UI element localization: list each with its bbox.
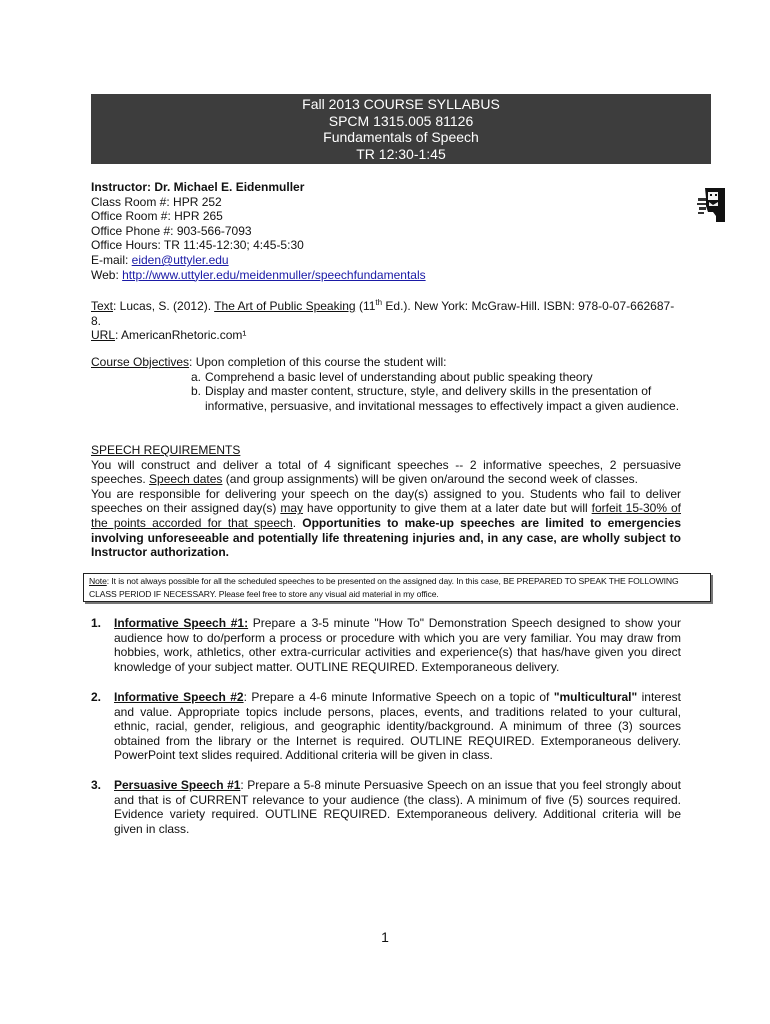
speech-desc-post: interest and value. Appropriate topics include persons, places, events, and traditions related to your cultural, ethnic, racial, gender, religious, and geographic identity/background. A minimum of three (3) sources obtained from the library or the Internet is required. OUTLINE REQUIRED. Extemporaneous delivery. PowerPoint text slides required. Additional criteria will be given in class.	[114, 690, 681, 763]
instructor-name: Instructor: Dr. Michael E. Eidenmuller	[91, 180, 305, 194]
objective-item	[191, 370, 681, 385]
requirements-heading: SPEECH REQUIREMENTS	[91, 443, 241, 457]
speech-requirements	[91, 443, 681, 560]
speech-body	[114, 616, 681, 674]
speech-body	[114, 778, 681, 836]
objectives-list	[191, 370, 681, 414]
objective-text: Comprehend a basic level of understanding about public speaking theory	[205, 369, 593, 384]
requirements-p2: (and group assignments) will be given on/around the second week of classes.	[222, 472, 639, 487]
edition-pre: (11	[355, 299, 376, 313]
url-line	[91, 328, 681, 343]
class-room: Class Room #: HPR 252	[91, 194, 222, 209]
header-line-3: Fundamentals of Speech	[323, 129, 479, 145]
speech-item	[91, 690, 681, 763]
objective-marker: a.	[191, 369, 202, 384]
speech-body	[114, 690, 681, 763]
requirements-p4: have opportunity to give them at a later date but will	[303, 501, 592, 516]
web-label: Web:	[91, 267, 123, 282]
header-line-1: Fall 2013 COURSE SYLLABUS	[302, 96, 500, 112]
requirements-p1: You will construct and deliver a total of 4 significant speeches -- 2 informative speeches, 2 persuasive speeches.	[91, 457, 681, 487]
text-label: Text	[91, 299, 114, 313]
header-line-2: SPCM 1315.005 81126	[328, 112, 474, 129]
textbook-info	[91, 296, 681, 343]
may-text: may	[280, 501, 304, 516]
url-label: URL	[91, 328, 116, 343]
email-link[interactable]: eiden@uttyler.edu	[131, 252, 229, 267]
objectives-intro: : Upon completion of this course the student will:	[189, 355, 447, 369]
note-label: Note	[89, 576, 107, 586]
speech-number: 1.	[91, 616, 102, 630]
speech-title: Persuasive Speech #1	[114, 778, 241, 792]
speech-desc: Prepare a 3-5 minute "How To" Demonstration Speech designed to show your audience how to do/perform a process or procedure with which you are very familiar. You may draw from hobbies, work, athletics, other extra-curricular activities and experience(s) that has/have given you direct knowledge of your subject matter. OUTLINE REQUIRED. Extemporaneous delivery.	[114, 616, 681, 674]
instructor-photo	[696, 186, 728, 222]
office-phone: Office Phone #: 903-566-7093	[91, 223, 252, 238]
requirements-p5: .	[292, 515, 303, 530]
syllabus-title-box	[91, 94, 711, 164]
speech-title: Informative Speech #2	[114, 690, 244, 704]
web-link[interactable]: http://www.uttyler.edu/meidenmuller/speechfundamentals	[122, 267, 426, 282]
web-line	[91, 268, 651, 283]
office-room: Office Room #: HPR 265	[91, 209, 223, 224]
speech-title: Informative Speech #1:	[114, 616, 249, 630]
note-text: : It is not always possible for all the scheduled speeches to be presented on the assigned day. In this case, BE PREPARED TO SPEAK THE FOLLOWING CLASS PERIOD IF NECESSARY. Please feel free to store any visual aid material in my office.	[89, 576, 679, 599]
page-number: 1	[381, 929, 389, 945]
speech-number: 2.	[91, 690, 102, 704]
textbook-line	[91, 296, 681, 328]
requirements-p3: You are responsible for delivering your speech on the day(s) assigned to you. Students who fail to deliver speeches on their assigned day(s)	[91, 486, 681, 516]
email-label: E-mail:	[91, 252, 132, 267]
speech-item	[91, 778, 681, 836]
objectives-label: Course Objectives	[91, 355, 190, 369]
text-citation-pre: : Lucas, S. (2012).	[113, 299, 215, 313]
speech-dates: Speech dates	[149, 472, 223, 487]
speech-item	[91, 616, 681, 674]
office-hours: Office Hours: TR 11:45-12:30; 4:45-5:30	[91, 238, 304, 253]
speech-desc: : Prepare a 5-8 minute Persuasive Speech on an issue that you feel strongly about and that is of CURRENT relevance to your audience (the class). A minimum of five (5) sources required. Evidence variety required. OUTLINE REQUIRED. Extemporaneous delivery. Additional criteria will be given in class.	[114, 778, 681, 836]
speech-number: 3.	[91, 778, 102, 792]
book-title: The Art of Public Speaking	[214, 299, 356, 313]
objective-marker: b.	[191, 384, 202, 399]
objective-item	[191, 384, 681, 413]
objectives-intro-line	[91, 355, 681, 370]
email-line	[91, 253, 651, 268]
edition-sup: th	[375, 298, 383, 307]
course-objectives	[91, 355, 681, 413]
speech-desc: : Prepare a 4-6 minute Informative Speech on a topic of	[243, 690, 554, 704]
header-line-4: TR 12:30-1:45	[356, 145, 446, 162]
speech-bold: "multicultural"	[553, 690, 638, 704]
note-box	[83, 573, 711, 602]
text-citation-post: Ed.). New York: McGraw-Hill. ISBN: 978-0-07-662687-8.	[91, 299, 675, 328]
forfeit-text: forfeit 15-30% of the points accorded for that speech	[91, 501, 682, 530]
instructor-info	[91, 180, 651, 282]
makeup-policy: Opportunities to make-up speeches are limited to emergencies involving unforeseeable and potentially life threatening injuries and, in any case, are wholly subject to Instructor authorization.	[91, 515, 682, 560]
objective-text: Display and master content, structure, style, and delivery skills in the presentation of informative, persuasive, and invitational messages to effectively impact a given audience.	[205, 384, 680, 413]
url-value: : AmericanRhetoric.com¹	[115, 328, 247, 343]
requirements-body	[91, 458, 681, 560]
